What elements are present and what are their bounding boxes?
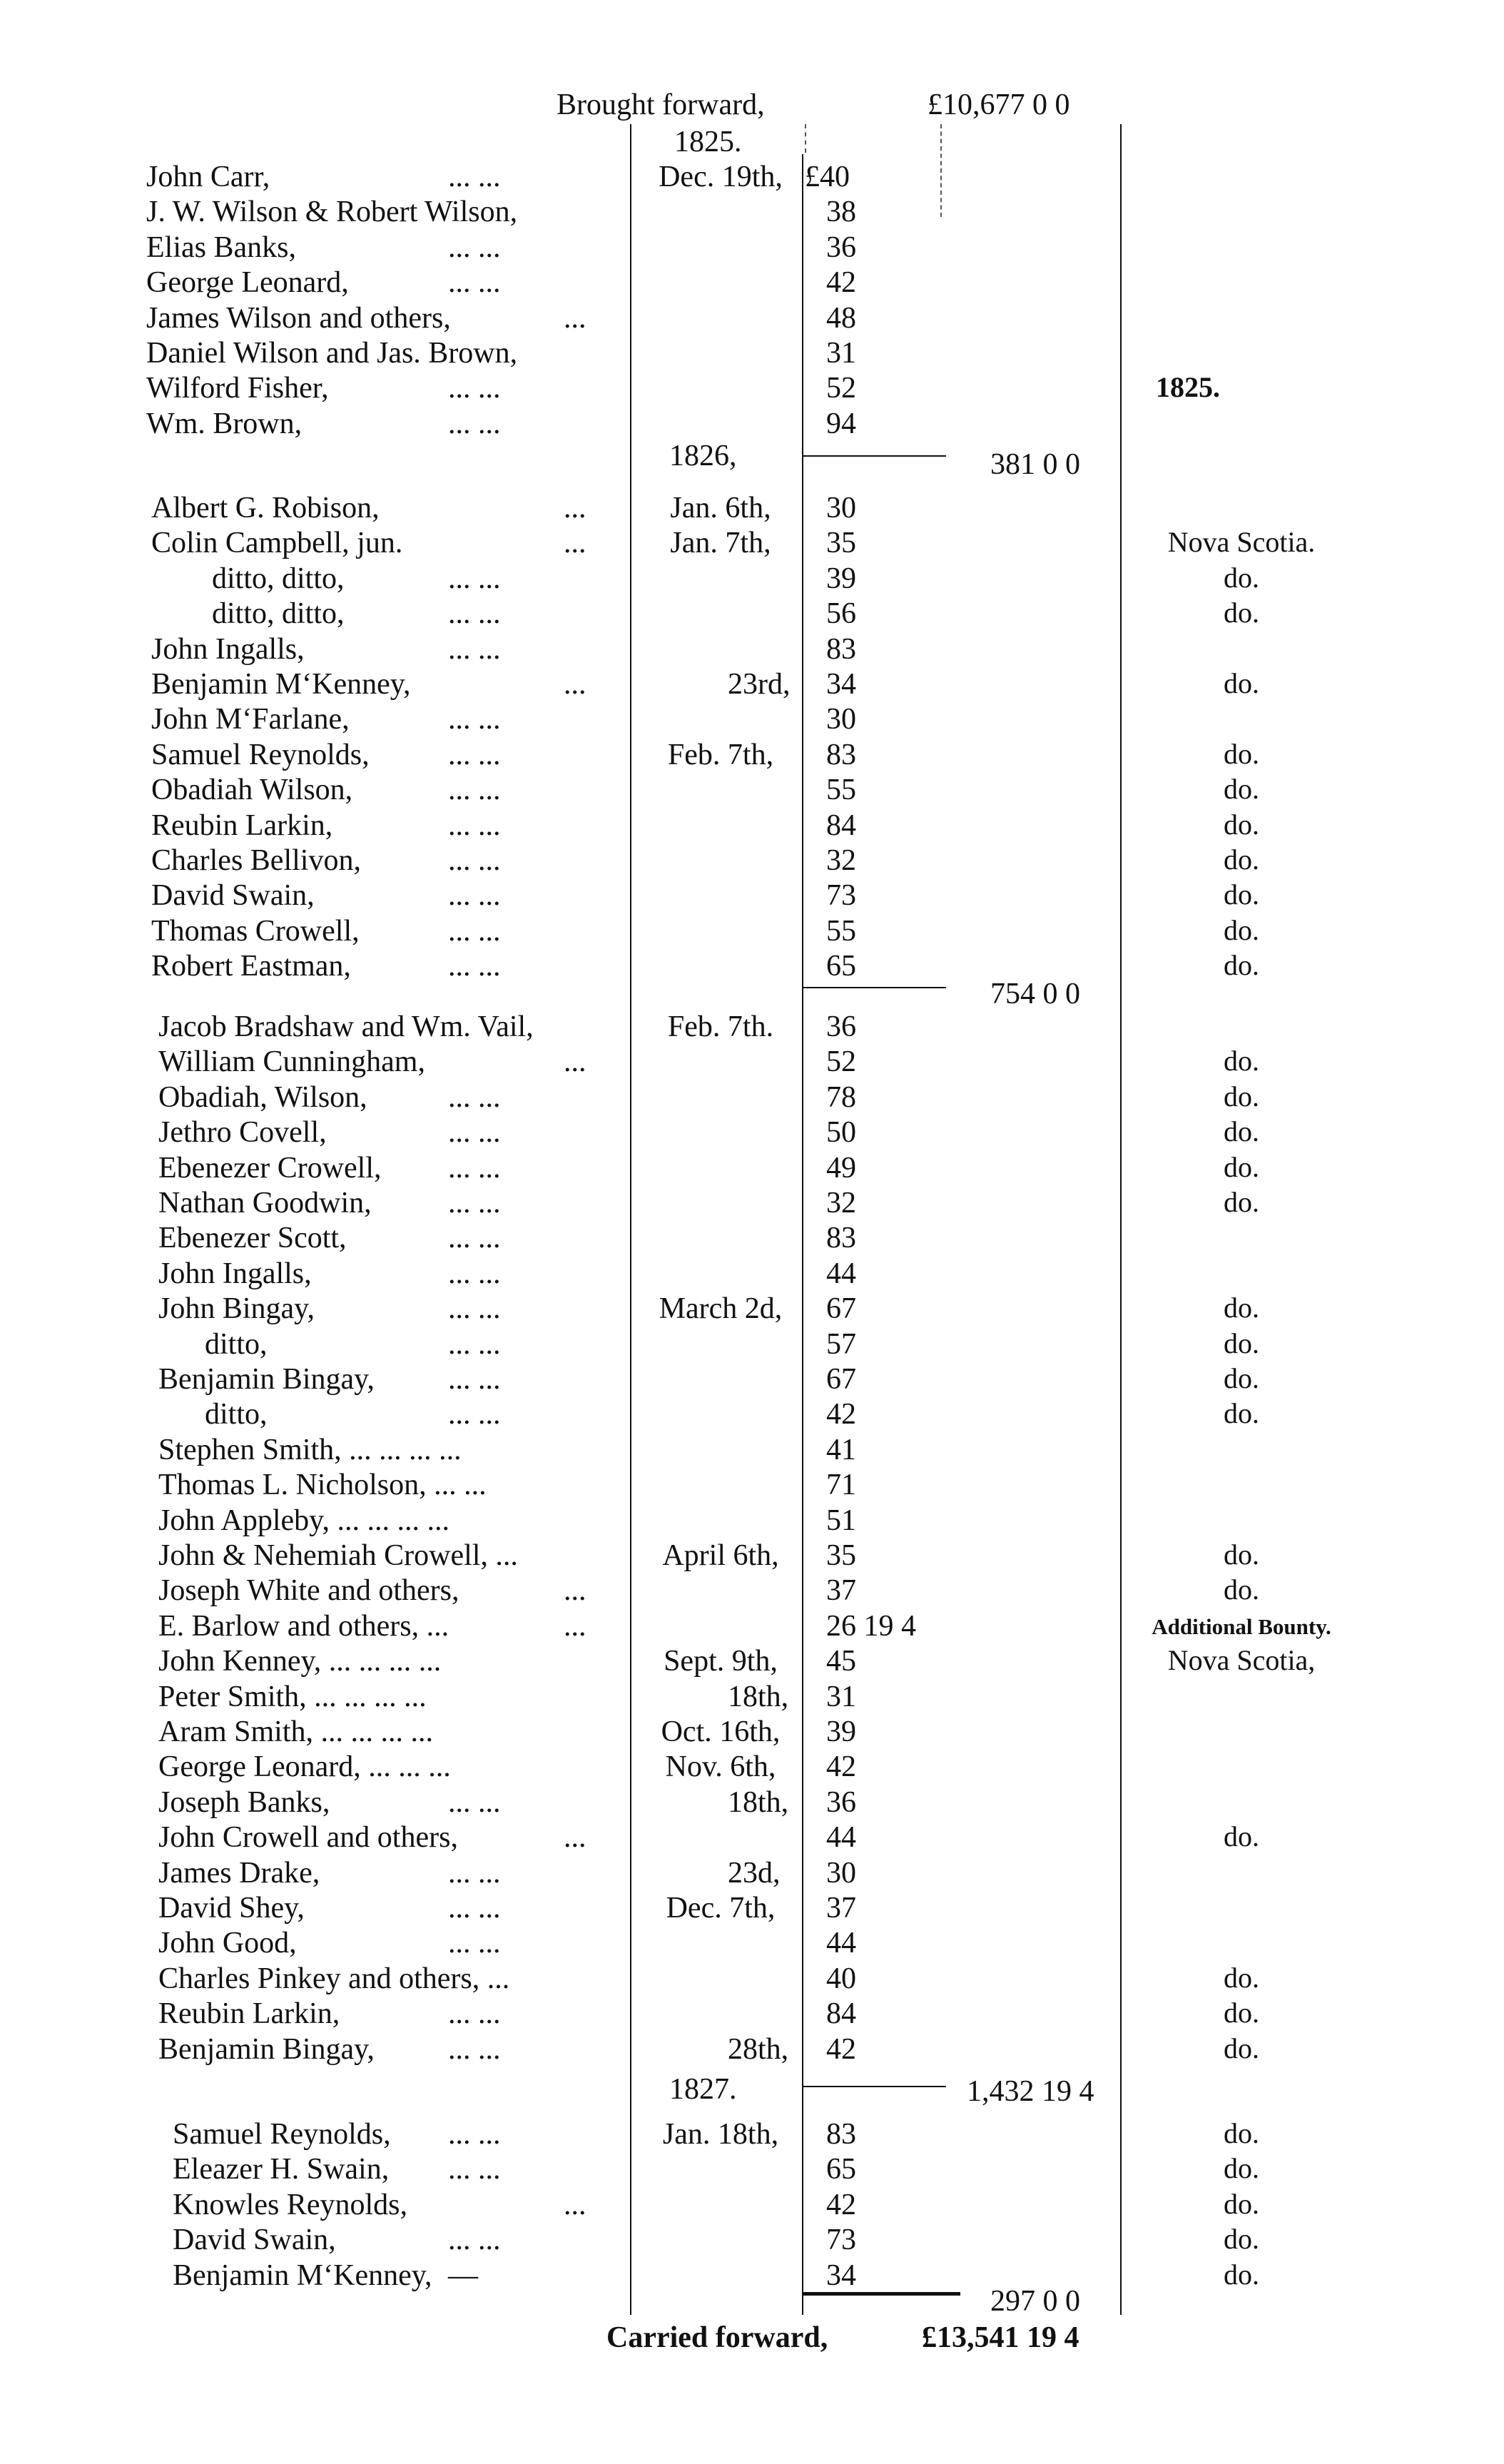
entry-amount: 41: [826, 1433, 856, 1466]
entry-leader-dots: ...: [564, 1821, 586, 1855]
entry-leader-dots: ... ...: [448, 2032, 501, 2066]
entry-name: John Bingay,: [158, 1292, 315, 1326]
entry-amount: 31: [826, 337, 856, 370]
entry-location: do.: [1224, 1292, 1259, 1324]
entry-location: do.: [1224, 1397, 1259, 1430]
entry-date: 18th,: [728, 1785, 789, 1819]
entry-location: do.: [1224, 561, 1259, 594]
entry-location: do.: [1224, 1045, 1259, 1078]
entry-amount: 71: [826, 1469, 856, 1502]
column-rule-faint: [940, 124, 942, 217]
entry-name: Samuel Reynolds,: [173, 2118, 391, 2151]
entry-leader-dots: ... ...: [448, 879, 501, 913]
entry-name: Ebenezer Crowell,: [158, 1151, 382, 1185]
entry-location: do.: [1224, 2152, 1259, 2185]
entry-name: Albert G. Robison,: [151, 492, 380, 524]
entry-amount: 44: [826, 1821, 856, 1855]
entry-name: Reubin Larkin,: [158, 1997, 340, 2031]
entry-location: do.: [1224, 1997, 1259, 2029]
entry-amount: 42: [826, 1398, 856, 1431]
entry-leader-dots: ... ...: [448, 161, 501, 193]
entry-name: Benjamin M‘Kenney,: [173, 2258, 432, 2292]
entry-location: Additional Bounty.: [1152, 1613, 1331, 1639]
entry-amount: 78: [826, 1080, 856, 1114]
entry-amount: 30: [826, 703, 856, 736]
entry-amount: 36: [826, 1010, 856, 1043]
entry-location: do.: [1224, 2223, 1259, 2256]
entry-amount: 31: [826, 1680, 856, 1713]
entry-name: Obadiah Wilson,: [151, 774, 353, 807]
carried-forward-label: Carried forward,: [606, 2321, 828, 2354]
entry-amount: 37: [826, 1892, 856, 1925]
entry-leader-dots: ... ...: [448, 2118, 501, 2151]
entry-amount: 65: [826, 2153, 856, 2186]
entry-amount: 34: [826, 668, 856, 701]
column-rule-faint-top: [805, 124, 806, 153]
entry-amount: 36: [826, 230, 856, 264]
entry-amount: 52: [826, 1045, 856, 1079]
entry-leader-dots: ... ...: [448, 1856, 501, 1890]
entry-location: do.: [1224, 667, 1259, 699]
entry-name: Samuel Reynolds,: [151, 738, 370, 771]
entry-leader-dots: ... ...: [448, 1927, 501, 1960]
entry-leader-dots: ...: [564, 1609, 586, 1643]
section-subtotal: 754 0 0: [990, 978, 1080, 1010]
entry-amount: 40: [826, 1962, 856, 1995]
entry-leader-dots: ...: [564, 492, 586, 524]
entry-name: Daniel Wilson and Jas. Brown,: [146, 337, 518, 370]
entry-name: Benjamin M‘Kenney,: [151, 668, 411, 701]
entry-amount: 55: [826, 914, 856, 948]
entry-date: Feb. 7th.: [667, 1010, 774, 1043]
entry-name: Robert Eastman,: [151, 950, 351, 983]
entry-amount: 83: [826, 2118, 856, 2151]
entry-date: April 6th,: [662, 1539, 779, 1572]
entry-amount: 42: [826, 266, 856, 300]
entry-date: Sept. 9th,: [664, 1645, 778, 1678]
entry-leader-dots: ... ...: [448, 1327, 501, 1361]
entry-date: 23rd,: [728, 668, 791, 701]
entry-name: Colin Campbell, jun.: [151, 527, 403, 560]
entry-location: do.: [1224, 1080, 1259, 1112]
entry-name: Wm. Brown,: [146, 407, 303, 440]
entry-leader-dots: ... ...: [448, 1187, 501, 1220]
entry-name: Benjamin Bingay,: [158, 1363, 375, 1396]
section-year: 1827.: [669, 2073, 737, 2106]
entry-amount: 34: [826, 2258, 856, 2292]
entry-name: Jacob Bradshaw and Wm. Vail,: [158, 1010, 534, 1043]
entry-location: Nova Scotia.: [1167, 526, 1316, 559]
entry-leader-dots: ... ...: [448, 1785, 501, 1819]
entry-name: James Wilson and others,: [146, 301, 451, 335]
entry-name: John & Nehemiah Crowell, ...: [158, 1539, 518, 1572]
entry-leader-dots: ... ...: [448, 1222, 501, 1255]
entry-name: Thomas Crowell,: [151, 914, 360, 948]
entry-date: Jan. 7th,: [670, 527, 771, 560]
entry-amount: 73: [826, 879, 856, 913]
entry-amount: 39: [826, 1715, 856, 1748]
entry-date: Jan. 6th,: [670, 492, 771, 524]
entry-location: do.: [1224, 597, 1259, 629]
entry-date: Oct. 16th,: [661, 1715, 781, 1748]
entry-location: do.: [1224, 1820, 1259, 1853]
entry-leader-dots: ... ...: [448, 844, 501, 877]
entry-date: 23d,: [728, 1856, 781, 1890]
entry-leader-dots: ... ...: [448, 1892, 501, 1925]
entry-name: Jethro Covell,: [158, 1116, 327, 1150]
entry-leader-dots: ... ...: [448, 2224, 501, 2257]
entry-name: David Swain,: [151, 879, 315, 913]
entry-location: do.: [1224, 1186, 1259, 1218]
entry-location: do.: [1224, 878, 1259, 911]
entry-leader-dots: ... ...: [448, 1080, 501, 1114]
entry-location: do.: [1224, 1538, 1259, 1571]
sum-rule: [803, 987, 946, 988]
entry-name: Joseph White and others,: [158, 1574, 459, 1608]
section-subtotal: 297 0 0: [990, 2285, 1080, 2318]
entry-amount: 42: [826, 2032, 856, 2066]
entry-leader-dots: ... ...: [448, 1363, 501, 1396]
entry-leader-dots: ... ...: [448, 562, 501, 595]
entry-location: do.: [1224, 2187, 1259, 2220]
entry-name: Elias Banks,: [146, 230, 296, 264]
entry-name: John Good,: [158, 1927, 297, 1960]
entry-name: ditto, ditto,: [212, 597, 345, 631]
entry-leader-dots: —: [448, 2258, 478, 2292]
entry-name: Peter Smith, ... ... ... ...: [158, 1680, 427, 1713]
entry-name: E. Barlow and others, ...: [158, 1609, 449, 1643]
entry-location: do.: [1224, 913, 1259, 946]
entry-leader-dots: ... ...: [448, 738, 501, 771]
entry-name: Benjamin Bingay,: [158, 2032, 375, 2066]
entry-name: John Kenney, ... ... ... ...: [158, 1645, 442, 1678]
entry-amount: 55: [826, 774, 856, 807]
entry-location: do.: [1224, 1573, 1259, 1606]
entry-amount: 83: [826, 632, 856, 666]
entry-leader-dots: ... ...: [448, 1151, 501, 1185]
entry-amount: 26 19 4: [826, 1609, 916, 1643]
entry-leader-dots: ... ...: [448, 1257, 501, 1290]
entry-leader-dots: ... ...: [448, 372, 501, 405]
column-rule-date: [630, 124, 631, 2315]
brought-forward-label: Brought forward,: [557, 88, 765, 121]
entry-amount: 67: [826, 1363, 856, 1396]
entry-leader-dots: ... ...: [448, 266, 501, 300]
entry-leader-dots: ...: [564, 527, 586, 560]
entry-name: George Leonard, ... ... ...: [158, 1750, 451, 1784]
entry-leader-dots: ... ...: [448, 1398, 501, 1431]
entry-leader-dots: ... ...: [448, 632, 501, 666]
entry-name: David Shey,: [158, 1892, 305, 1925]
entry-name: J. W. Wilson & Robert Wilson,: [146, 196, 518, 229]
entry-amount: 56: [826, 597, 856, 631]
entry-amount: 35: [826, 1539, 856, 1572]
entry-date: 18th,: [728, 1680, 789, 1713]
entry-name: Obadiah, Wilson,: [158, 1080, 367, 1114]
section-subtotal: 381 0 0: [990, 448, 1080, 481]
entry-amount: 83: [826, 738, 856, 771]
entry-name: Joseph Banks,: [158, 1785, 330, 1819]
entry-date: Nov. 6th,: [665, 1750, 776, 1784]
carried-forward-amount: £13,541 19 4: [922, 2321, 1079, 2354]
entry-name: ditto, ditto,: [212, 562, 345, 595]
entry-amount: 35: [826, 527, 856, 560]
entry-amount: 30: [826, 492, 856, 524]
column-rule-total: [1120, 124, 1122, 2315]
entry-amount: £40: [805, 161, 850, 193]
entry-name: James Drake,: [158, 1856, 320, 1890]
entry-name: Aram Smith, ... ... ... ...: [158, 1715, 433, 1748]
entry-amount: 38: [826, 196, 856, 229]
entry-name: Knowles Reynolds,: [173, 2188, 407, 2221]
entry-amount: 48: [826, 301, 856, 335]
entry-leader-dots: ...: [564, 301, 586, 335]
entry-location: do.: [1224, 1115, 1259, 1148]
entry-location: do.: [1224, 1150, 1259, 1183]
entry-location: do.: [1224, 2117, 1259, 2149]
entry-name: Wilford Fisher,: [146, 372, 329, 405]
entry-leader-dots: ... ...: [448, 1116, 501, 1150]
entry-location: do.: [1224, 949, 1259, 982]
entry-location: do.: [1224, 2032, 1259, 2064]
entry-leader-dots: ... ...: [448, 597, 501, 631]
entry-leader-dots: ...: [564, 2188, 586, 2221]
entry-amount: 94: [826, 407, 856, 440]
entry-name: ditto,: [205, 1398, 268, 1431]
entry-amount: 49: [826, 1151, 856, 1185]
entry-leader-dots: ...: [564, 1574, 586, 1608]
entry-leader-dots: ... ...: [448, 774, 501, 807]
entry-name: Nathan Goodwin,: [158, 1187, 372, 1220]
entry-location: do.: [1224, 808, 1259, 841]
entry-leader-dots: ... ...: [448, 1292, 501, 1326]
sum-rule: [803, 2086, 946, 2087]
entry-location: do.: [1224, 1362, 1259, 1394]
section-year: 1826,: [669, 440, 737, 472]
entry-amount: 42: [826, 2188, 856, 2221]
entry-amount: 32: [826, 844, 856, 877]
margin-year: 1825.: [1156, 371, 1220, 404]
entry-location: do.: [1224, 737, 1259, 770]
entry-name: ditto,: [205, 1327, 268, 1361]
sum-rule: [803, 455, 946, 457]
sum-rule: [803, 2292, 960, 2296]
entry-name: Stephen Smith, ... ... ... ...: [158, 1433, 462, 1466]
entry-leader-dots: ... ...: [448, 1997, 501, 2031]
entry-amount: 36: [826, 1785, 856, 1819]
entry-date: Dec. 19th,: [659, 161, 783, 193]
entry-amount: 84: [826, 808, 856, 842]
entry-amount: 44: [826, 1257, 856, 1290]
entry-name: John M‘Farlane,: [151, 703, 350, 736]
entry-name: John Ingalls,: [151, 632, 305, 666]
entry-name: Thomas L. Nicholson, ... ...: [158, 1469, 487, 1502]
entry-amount: 37: [826, 1574, 856, 1608]
entry-amount: 84: [826, 1997, 856, 2031]
entry-amount: 83: [826, 1222, 856, 1255]
entry-date: 28th,: [728, 2032, 789, 2066]
entry-location: Nova Scotia,: [1167, 1644, 1316, 1677]
brought-forward-amount: £10,677 0 0: [928, 88, 1070, 121]
entry-amount: 50: [826, 1116, 856, 1150]
entry-date: Dec. 7th,: [666, 1892, 776, 1925]
entry-name: Reubin Larkin,: [151, 808, 333, 842]
entry-location: do.: [1224, 773, 1259, 806]
entry-amount: 39: [826, 562, 856, 595]
entry-leader-dots: ...: [564, 668, 586, 701]
entry-location: do.: [1224, 843, 1259, 876]
entry-leader-dots: ... ...: [448, 230, 501, 264]
entry-name: John Appleby, ... ... ... ...: [158, 1504, 449, 1537]
entry-name: William Cunningham,: [158, 1045, 425, 1079]
entry-date: March 2d,: [659, 1292, 783, 1326]
entry-amount: 51: [826, 1504, 856, 1537]
entry-name: Charles Pinkey and others, ...: [158, 1962, 510, 1995]
entry-name: David Swain,: [173, 2224, 336, 2257]
entry-location: do.: [1224, 1961, 1259, 1994]
entry-date: Feb. 7th,: [667, 738, 774, 771]
section-year: 1825.: [674, 126, 742, 158]
column-rule-amount: [802, 154, 803, 2315]
entry-leader-dots: ...: [564, 1045, 586, 1079]
entry-name: Charles Bellivon,: [151, 844, 361, 877]
entry-amount: 73: [826, 2224, 856, 2257]
entry-leader-dots: ... ...: [448, 914, 501, 948]
entry-amount: 65: [826, 950, 856, 983]
entry-amount: 44: [826, 1927, 856, 1960]
entry-leader-dots: ... ...: [448, 2153, 501, 2186]
entry-leader-dots: ... ...: [448, 808, 501, 842]
entry-name: John Carr,: [146, 161, 270, 193]
entry-amount: 42: [826, 1750, 856, 1784]
entry-name: George Leonard,: [146, 266, 349, 300]
entry-location: do.: [1224, 1327, 1259, 1359]
entry-name: John Crowell and others,: [158, 1821, 458, 1855]
entry-leader-dots: ... ...: [448, 407, 501, 440]
entry-location: do.: [1224, 2258, 1259, 2291]
entry-amount: 30: [826, 1856, 856, 1890]
section-subtotal: 1,432 19 4: [967, 2075, 1094, 2108]
entry-name: Eleazer H. Swain,: [173, 2153, 390, 2186]
entry-amount: 67: [826, 1292, 856, 1326]
entry-leader-dots: ... ...: [448, 703, 501, 736]
entry-amount: 57: [826, 1327, 856, 1361]
entry-amount: 52: [826, 372, 856, 405]
entry-amount: 45: [826, 1645, 856, 1678]
entry-amount: 32: [826, 1187, 856, 1220]
entry-name: Ebenezer Scott,: [158, 1222, 347, 1255]
entry-date: Jan. 18th,: [662, 2118, 779, 2151]
entry-name: John Ingalls,: [158, 1257, 312, 1290]
entry-leader-dots: ... ...: [448, 950, 501, 983]
